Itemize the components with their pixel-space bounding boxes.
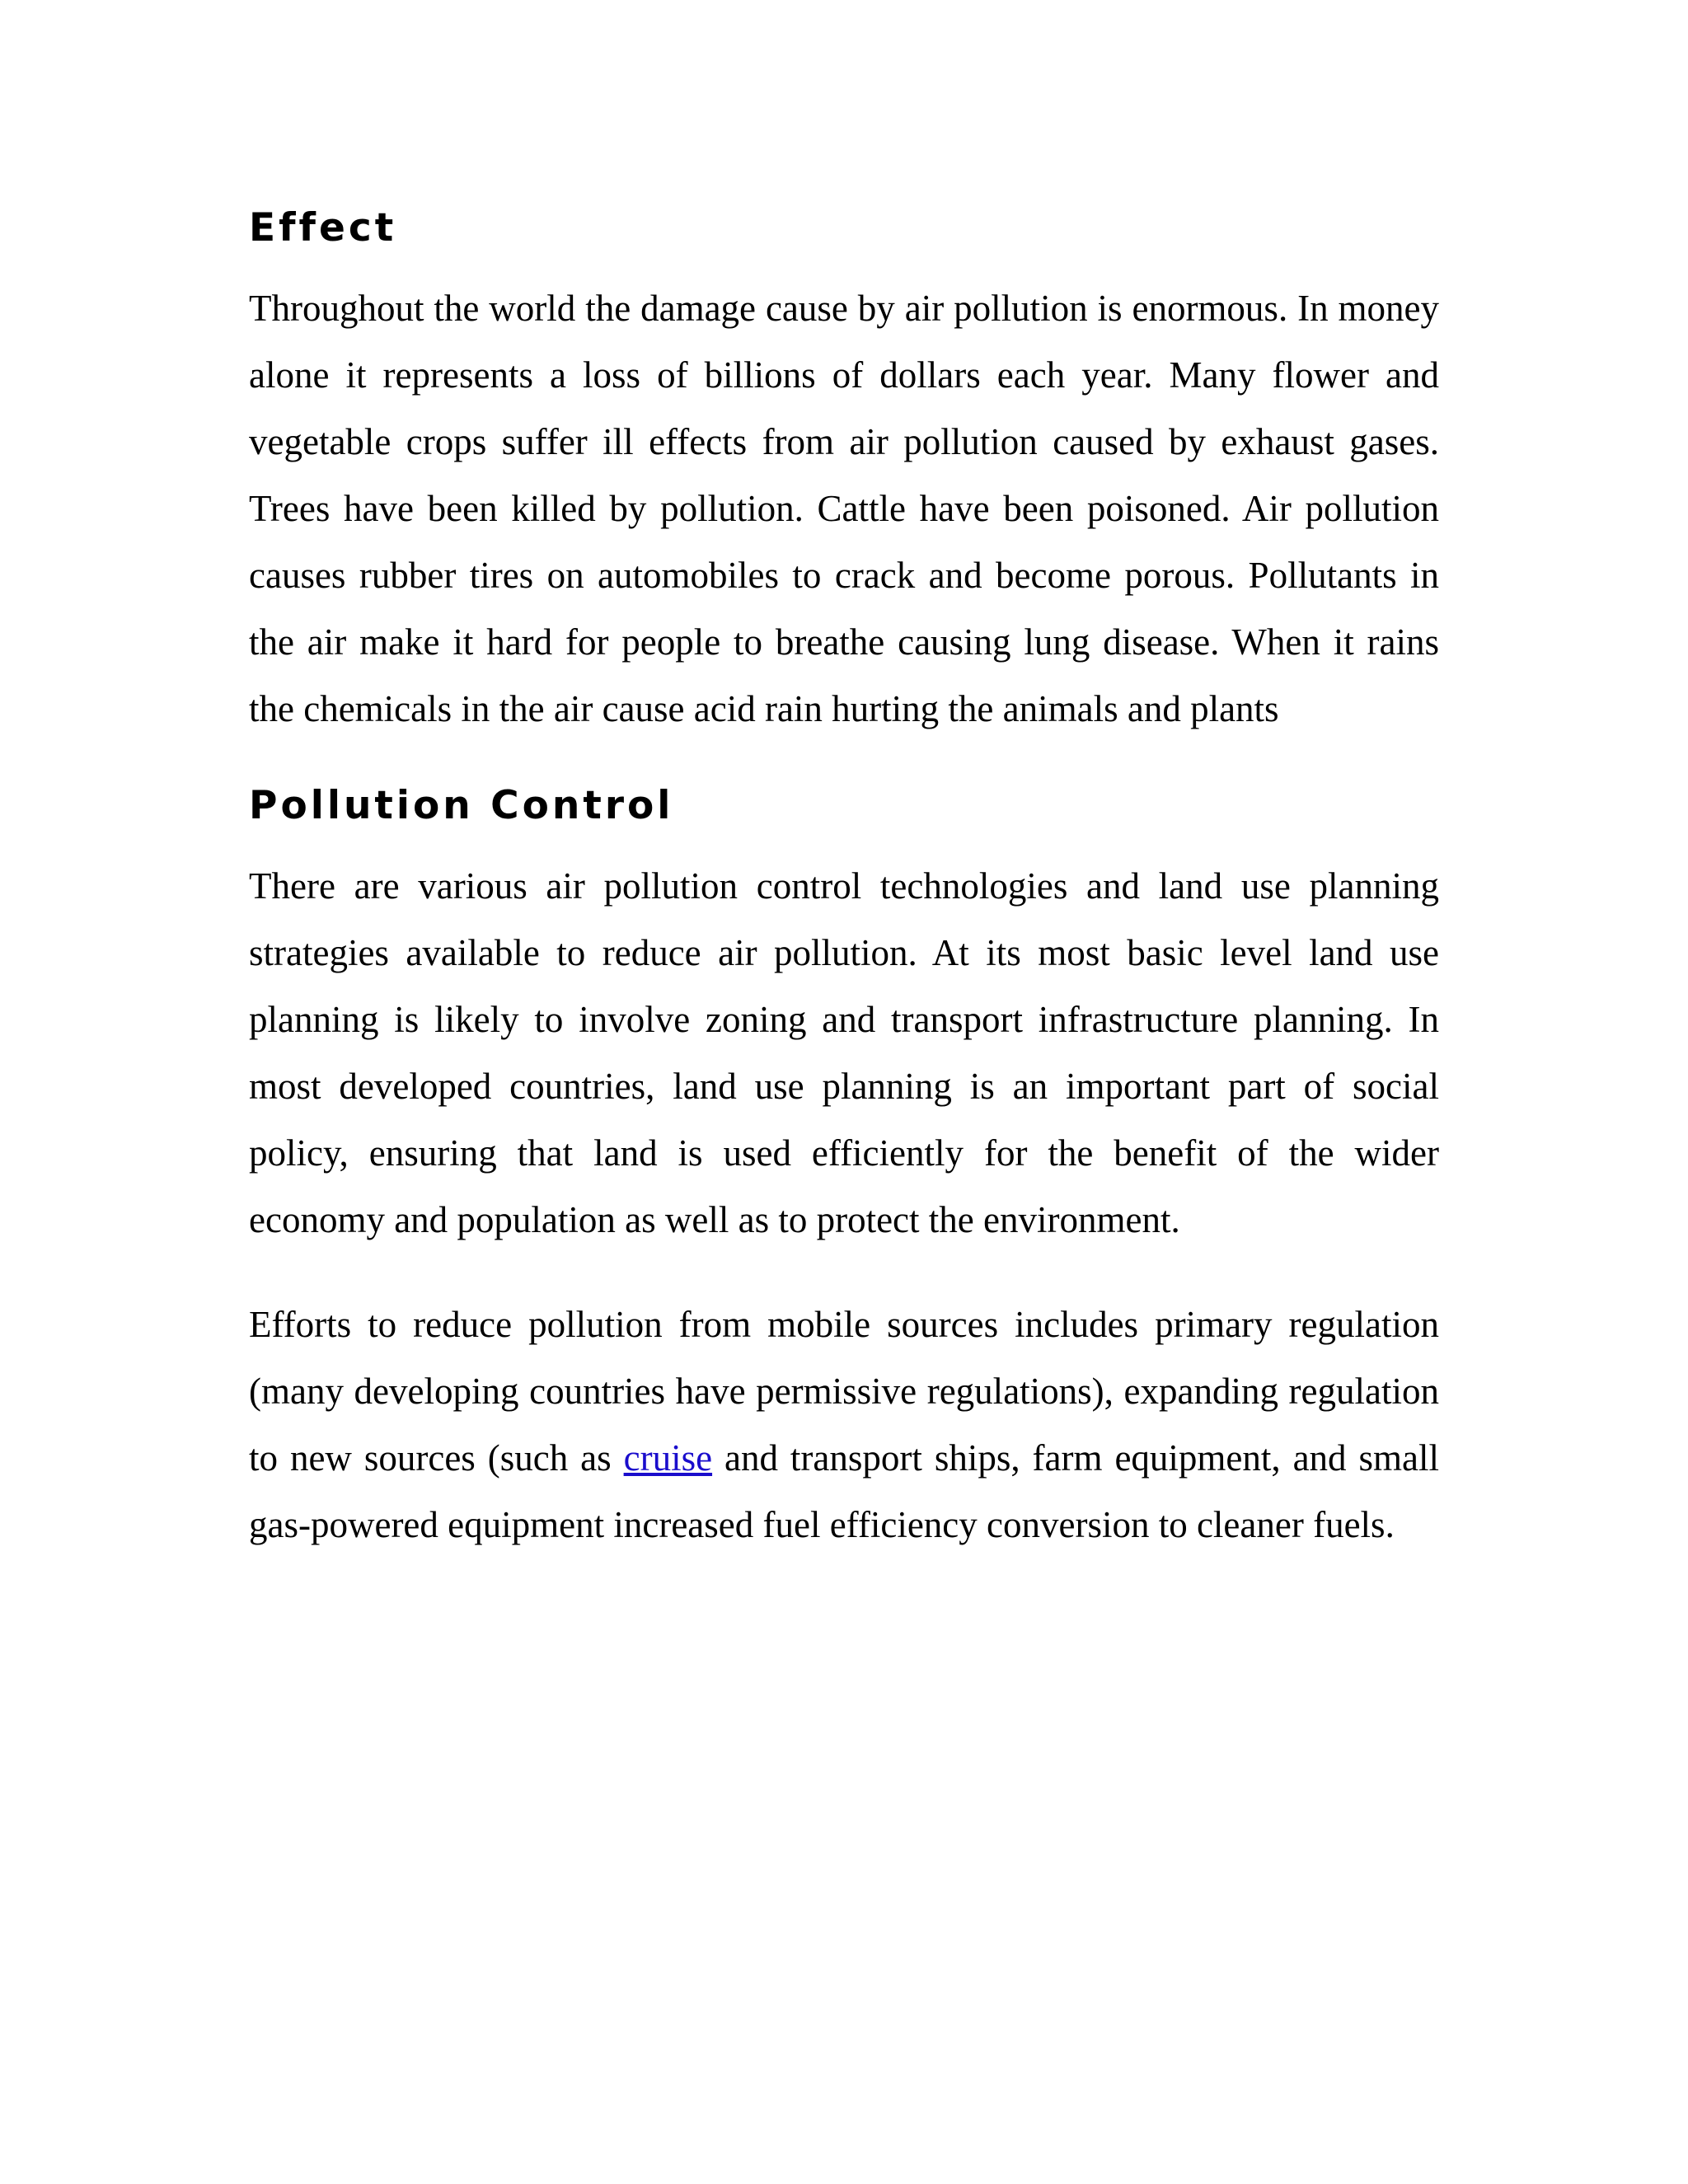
paragraph-text-before-link: Efforts to reduce pollution from mobile sources includes primary regulation (many developing countries have permissive regulations), expanding regulation to new sources (such as (249, 1304, 1439, 1479)
effect-paragraph: Throughout the world the damage cause by air pollution is enormous. In money alone it represents a loss of billions of dollars each year. Many flower and vegetable crops suffer ill effects from air pollution caused by exhaust gases. Trees have been killed by pollution. Cattle have been poisoned. Air pollution causes rubber tires on automobiles to crack and become porous. Pollutants in the air make it hard for people to breathe causing lung disease. When it rains the chemicals in the air cause acid rain hurting the animals and plants (249, 288, 1439, 729)
pollution-control-paragraph-2 (249, 1291, 1439, 1558)
cruise-link[interactable]: cruise (623, 1437, 713, 1479)
paragraph-text-after-link: and transport ships, farm equipment, and small gas-powered equipment increased fuel efficiency conversion to cleaner fuels. (249, 1437, 1439, 1545)
section-heading-effect: Effect (249, 205, 397, 251)
pollution-control-paragraph-1: There are various air pollution control technologies and land use planning strategies available to reduce air pollution. At its most basic level land use planning is likely to involve zoning and transport infrastructure planning. In most developed countries, land use planning is an important part of social policy, ensuring that land is used efficiently for the benefit of the wider economy and population as well as to protect the environment. (249, 865, 1439, 1240)
section-heading-pollution-control: Pollution Control (249, 783, 674, 828)
document-page (249, 191, 1439, 1558)
